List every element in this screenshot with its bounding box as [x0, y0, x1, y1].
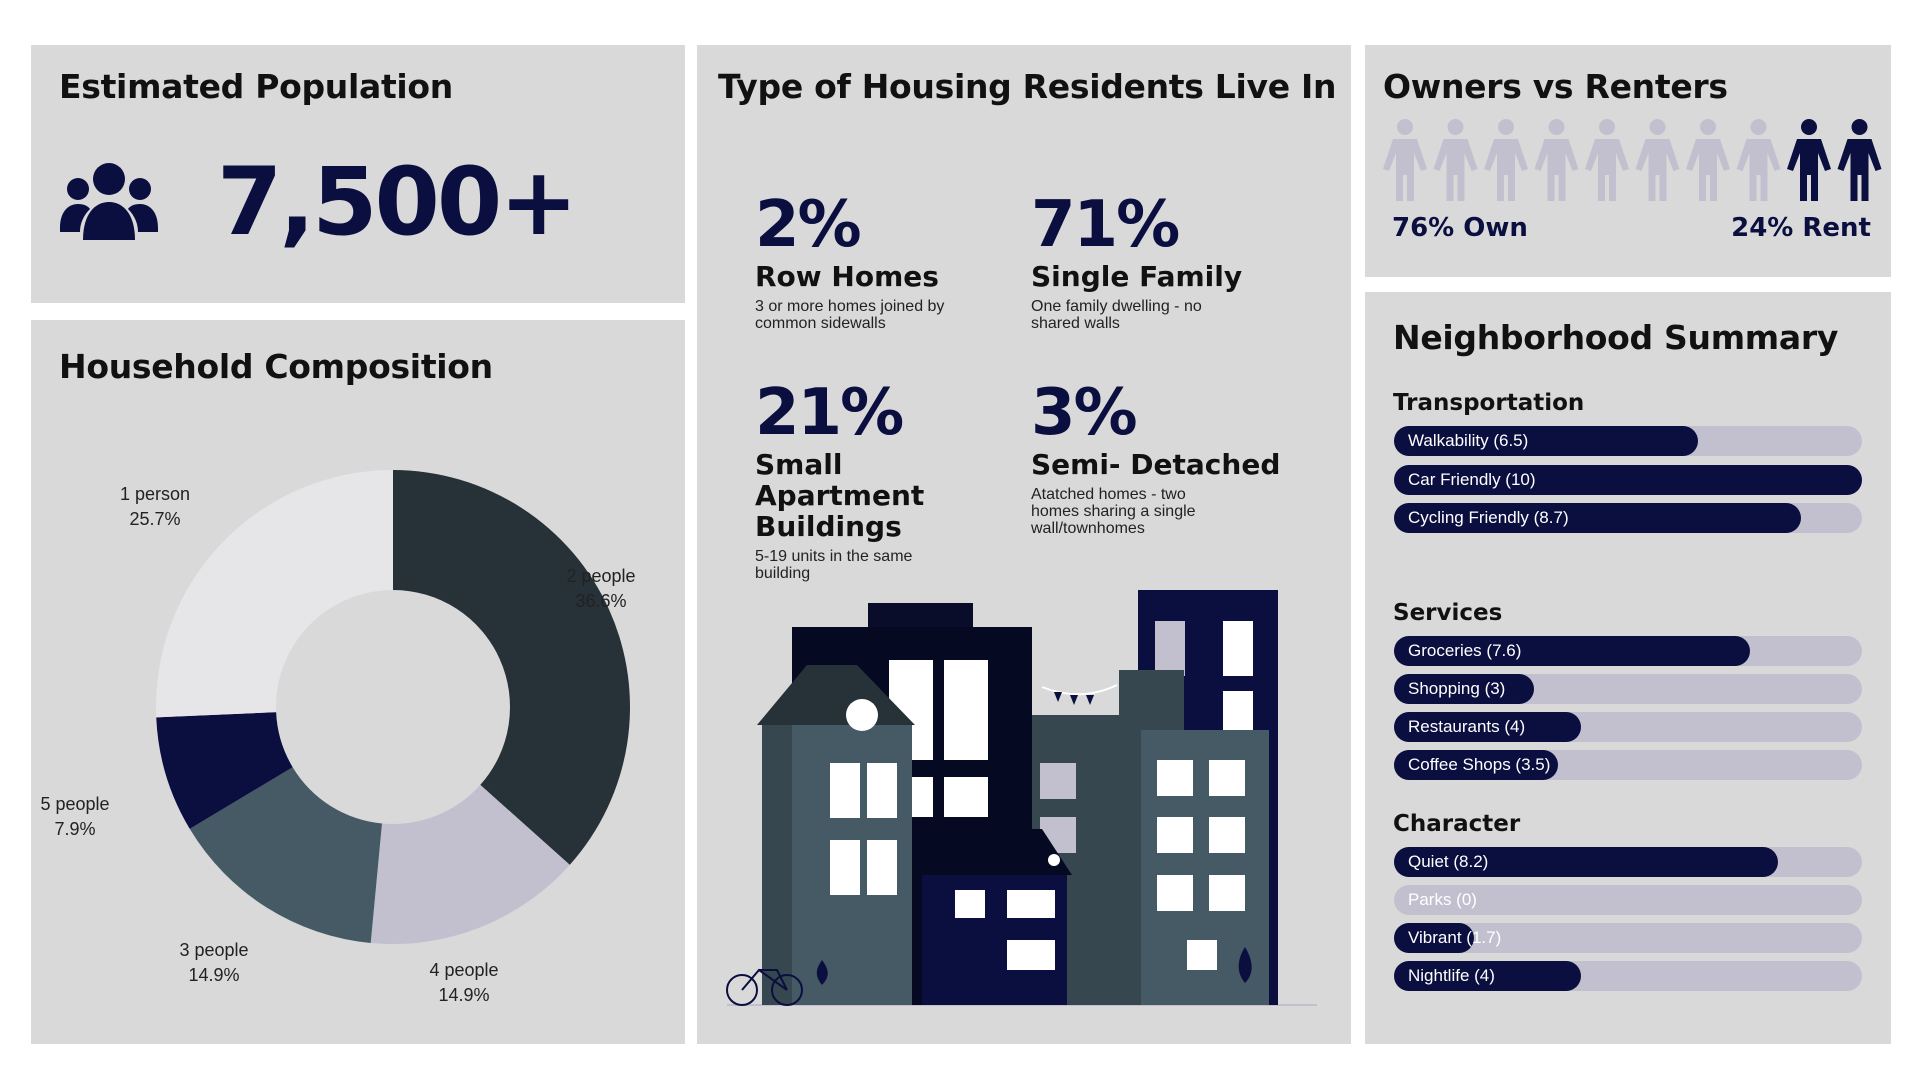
- bar-label: Restaurants (4): [1408, 717, 1526, 736]
- bar-label: Coffee Shops (3.5): [1408, 755, 1551, 774]
- rent-label: 24% Rent: [1731, 213, 1871, 243]
- slice-percent: 7.9%: [54, 819, 96, 839]
- summary-title: Neighborhood Summary: [1393, 318, 1839, 357]
- people-group-icon: [59, 162, 159, 242]
- person-icon: [1585, 119, 1629, 201]
- housing-panel: [697, 45, 1351, 1044]
- stat-name: Semi- Detached: [1031, 448, 1281, 481]
- stat-pct: 71%: [1031, 188, 1179, 262]
- bar-quiet: [1394, 847, 1862, 877]
- bar-vibrant: [1394, 923, 1862, 953]
- stat-desc: Atatched homes - two homes sharing a single wall/townhomes: [1031, 486, 1196, 537]
- stat-name: Row Homes: [755, 260, 939, 293]
- stat-desc: One family dwelling - no shared walls: [1031, 298, 1202, 332]
- bar-nightlife: [1394, 961, 1862, 991]
- person-icon: [1787, 119, 1831, 201]
- slice-percent: 25.7%: [129, 509, 181, 529]
- bar-label: Cycling Friendly (8.7): [1408, 508, 1569, 527]
- bar-label: Parks (0): [1408, 890, 1477, 909]
- bar-car-friendly: [1394, 465, 1862, 495]
- stat-desc: 5-19 units in the same building: [755, 548, 913, 582]
- own-label: 76% Own: [1392, 213, 1528, 243]
- household-panel: [31, 320, 685, 1044]
- person-icon: [1484, 119, 1528, 201]
- bar-parks: [1394, 885, 1862, 915]
- slice-percent: 36.6%: [575, 591, 627, 611]
- bar-cycling-friendly: [1394, 503, 1862, 533]
- person-icon: [1838, 119, 1882, 201]
- population-panel: [31, 45, 685, 303]
- slice-label: 5 people: [40, 794, 110, 814]
- stat-name: Single Family: [1031, 260, 1243, 293]
- bar-shopping: [1394, 674, 1862, 704]
- slice-label: 3 people: [179, 940, 249, 960]
- person-icon: [1737, 119, 1781, 201]
- donut-slice-2-people: [393, 470, 630, 865]
- bar-walkability: [1394, 426, 1862, 456]
- stat-pct: 3%: [1031, 376, 1136, 450]
- stat-name: Small Apartment Buildings: [755, 448, 925, 543]
- slice-label: 2 people: [566, 566, 636, 586]
- person-icon: [1686, 119, 1730, 201]
- slice-percent: 14.9%: [188, 965, 240, 985]
- population-title: Estimated Population: [59, 67, 453, 106]
- section-services: Services: [1393, 600, 1503, 626]
- person-icon: [1535, 119, 1579, 201]
- bar-label: Quiet (8.2): [1408, 852, 1489, 871]
- stat-pct: 2%: [755, 188, 860, 262]
- section-transportation: Transportation: [1393, 390, 1585, 416]
- household-title: Household Composition: [59, 347, 493, 386]
- housing-title: Type of Housing Residents Live In: [718, 67, 1337, 106]
- bar-groceries: [1394, 636, 1862, 666]
- bar-label: Car Friendly (10): [1408, 470, 1536, 489]
- bar-label: Groceries (7.6): [1408, 641, 1522, 660]
- population-value: 7,500+: [217, 148, 576, 257]
- owners-title: Owners vs Renters: [1383, 67, 1728, 106]
- bar-label: Nightlife (4): [1408, 966, 1495, 985]
- city-buildings-illustration: [697, 585, 1351, 1055]
- slice-percent: 14.9%: [438, 985, 490, 1005]
- stat-pct: 21%: [755, 376, 903, 450]
- stat-semi-detached: [1031, 376, 1286, 537]
- stat-row-homes: [755, 188, 1010, 332]
- bar-coffee-shops: [1394, 750, 1862, 780]
- person-icon: [1636, 119, 1680, 201]
- section-character: Character: [1393, 811, 1521, 837]
- bar-label: Walkability (6.5): [1408, 431, 1529, 450]
- stat-small-apartment: [755, 376, 1010, 582]
- stat-single-family: [1031, 188, 1286, 332]
- owners-panel: [1365, 45, 1891, 277]
- stat-desc: 3 or more homes joined by common sidewalls: [755, 298, 945, 332]
- slice-label: 4 people: [429, 960, 499, 980]
- owners-renters-people-row: [1365, 117, 1891, 207]
- bar-label: Shopping (3): [1408, 679, 1506, 698]
- donut-slice-1-person: [156, 470, 393, 717]
- person-icon: [1383, 119, 1427, 201]
- household-donut-chart: [31, 320, 685, 1044]
- slice-label: 1 person: [119, 484, 191, 504]
- bar-label: Vibrant (1.7): [1408, 928, 1502, 947]
- bar-restaurants: [1394, 712, 1862, 742]
- person-icon: [1434, 119, 1478, 201]
